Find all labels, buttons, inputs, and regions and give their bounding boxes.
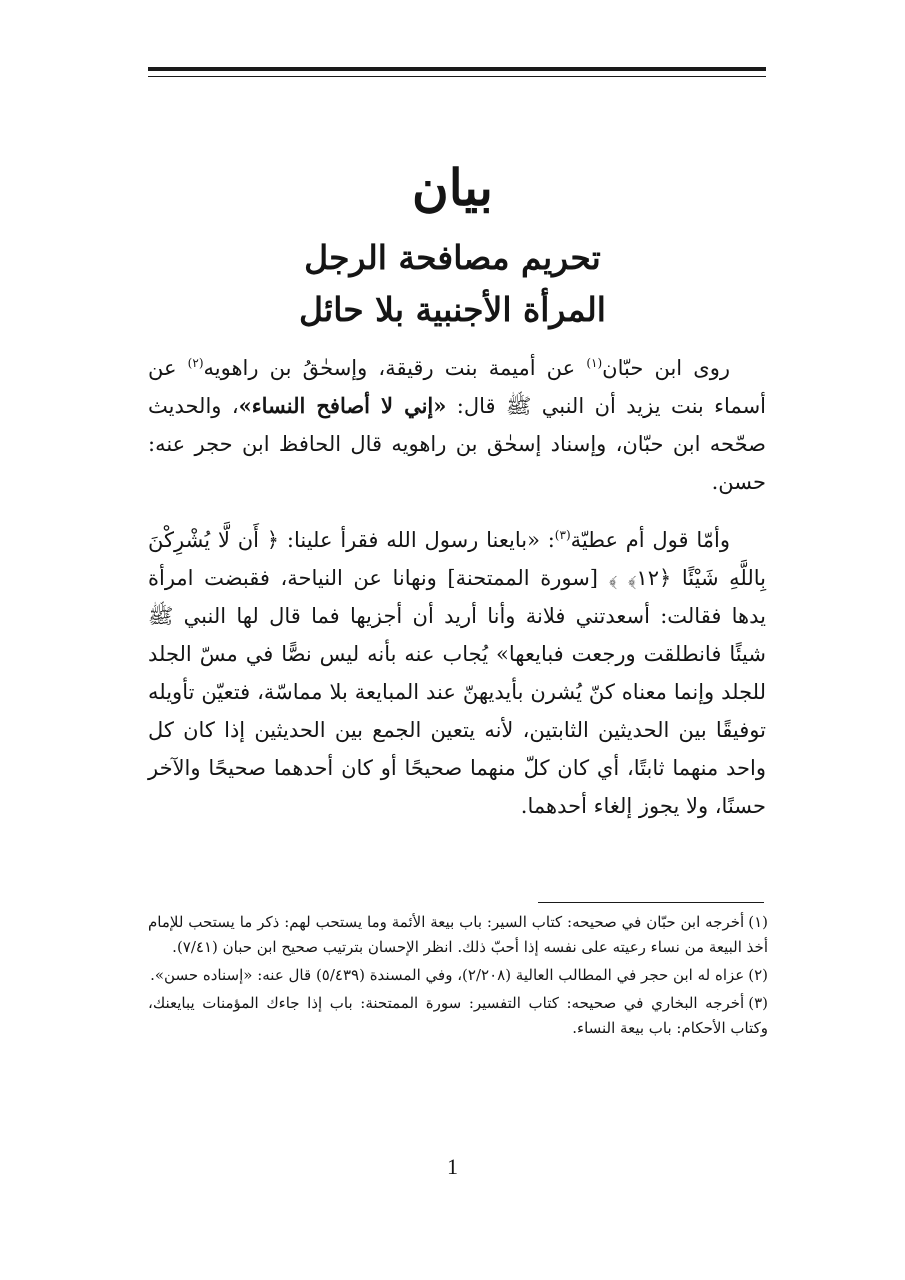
footnote-2-text: عزاه له ابن حجر في المطالب العالية (٢/٢٠٨)، وفي المسندة (٥/٤٣٩) قال عنه: «إسناده حسن». xyxy=(150,966,745,984)
footnote-ref-1: (١) xyxy=(586,356,603,370)
subtitle-line-1: تحريم مصافحة الرجل xyxy=(304,238,601,277)
paragraph-2-text-a: وأمّا قول أم عطيّة xyxy=(570,528,730,552)
footnote-separator xyxy=(538,902,764,903)
footnote-1-number: (١) xyxy=(748,913,768,931)
footnotes xyxy=(148,910,768,1044)
subtitle-line-2: المرأة الأجنبية بلا حائل xyxy=(299,290,606,329)
footnote-1-text: أخرجه ابن حبّان في صحيحه: كتاب السير: باب بيعة الأئمة وما يستحب لهم: ذكر ما يستحب للإمام أخذ البيعة من نساء رعيته على نفسه إذا أحبّ ذلك. انظر الإحسان بترتيب صحيح ابن حبان (٧/٤١). xyxy=(148,913,768,956)
footnote-3 xyxy=(148,991,768,1041)
paragraph-1-text-c: عن أسماء بنت يزيد أن النبي ﷺ قال: xyxy=(148,356,766,418)
header-rule-thin xyxy=(148,76,766,77)
page-number: 1 xyxy=(447,1154,458,1179)
paragraph-2 xyxy=(148,521,766,825)
paragraph-1-text-d: ، والحديث صحّحه ابن حبّان، وإسناد إسحٰق بن راهويه قال الحافظ ابن حجر عنه: حسن. xyxy=(148,394,766,494)
paragraph-1-text-b: عن أميمة بنت رقيقة، وإسحٰقُ بن راهويه xyxy=(203,356,587,380)
paragraph-1 xyxy=(148,349,766,501)
footnote-2-number: (٢) xyxy=(748,966,768,984)
paragraph-1-text-a: روى ابن حبّان xyxy=(602,356,730,380)
footnote-3-text: أخرجه البخاري في صحيحه: كتاب التفسير: سورة الممتحنة: باب إذا جاءك المؤمنات يبايعنك، وكتاب الأحكام: باب بيعة النساء. xyxy=(148,994,768,1037)
footnote-3-number: (٣) xyxy=(748,994,768,1012)
paragraph-2-text-b: : «بايعنا رسول الله فقرأ علينا: ﴿ أَن لَّا يُشْرِكْنَ بِاللَّهِ شَيْئًا ﴿١٢﴾ ﴾ [سورة الممتحنة] ونهانا عن النياحة، فقبضت امرأة يدها فقالت: أسعدتني فلانة وأنا أريد أن أجزيها فما قال لها النبي ﷺ شيئًا فانطلقت ورجعت فبايعها» يُجاب عنه بأنه ليس نصًّا في مسّ الجلد للجلد وإنما معناه كنّ يُشرن بأيديهنّ عند المبايعة بلا مماسّة، فتعيّن تأويله توفيقًا بين الحديثين الثابتين، لأنه يتعين الجمع بين الحديثين إذا كان كل واحد منهما ثابتًا، أي كان كلّ منهما صحيحًا أو كان أحدهما صحيحًا والآخر حسنًا، ولا يجوز إلغاء أحدهما. xyxy=(148,528,766,818)
footnote-1 xyxy=(148,910,768,960)
footnote-2 xyxy=(148,963,768,988)
page-title: بيان xyxy=(412,158,493,217)
footnote-ref-2: (٢) xyxy=(187,356,204,370)
footnote-ref-3: (٣) xyxy=(554,528,571,542)
header-rule-thick xyxy=(148,67,766,71)
hadith-quote: «إني لا أصافح النساء» xyxy=(238,393,447,418)
